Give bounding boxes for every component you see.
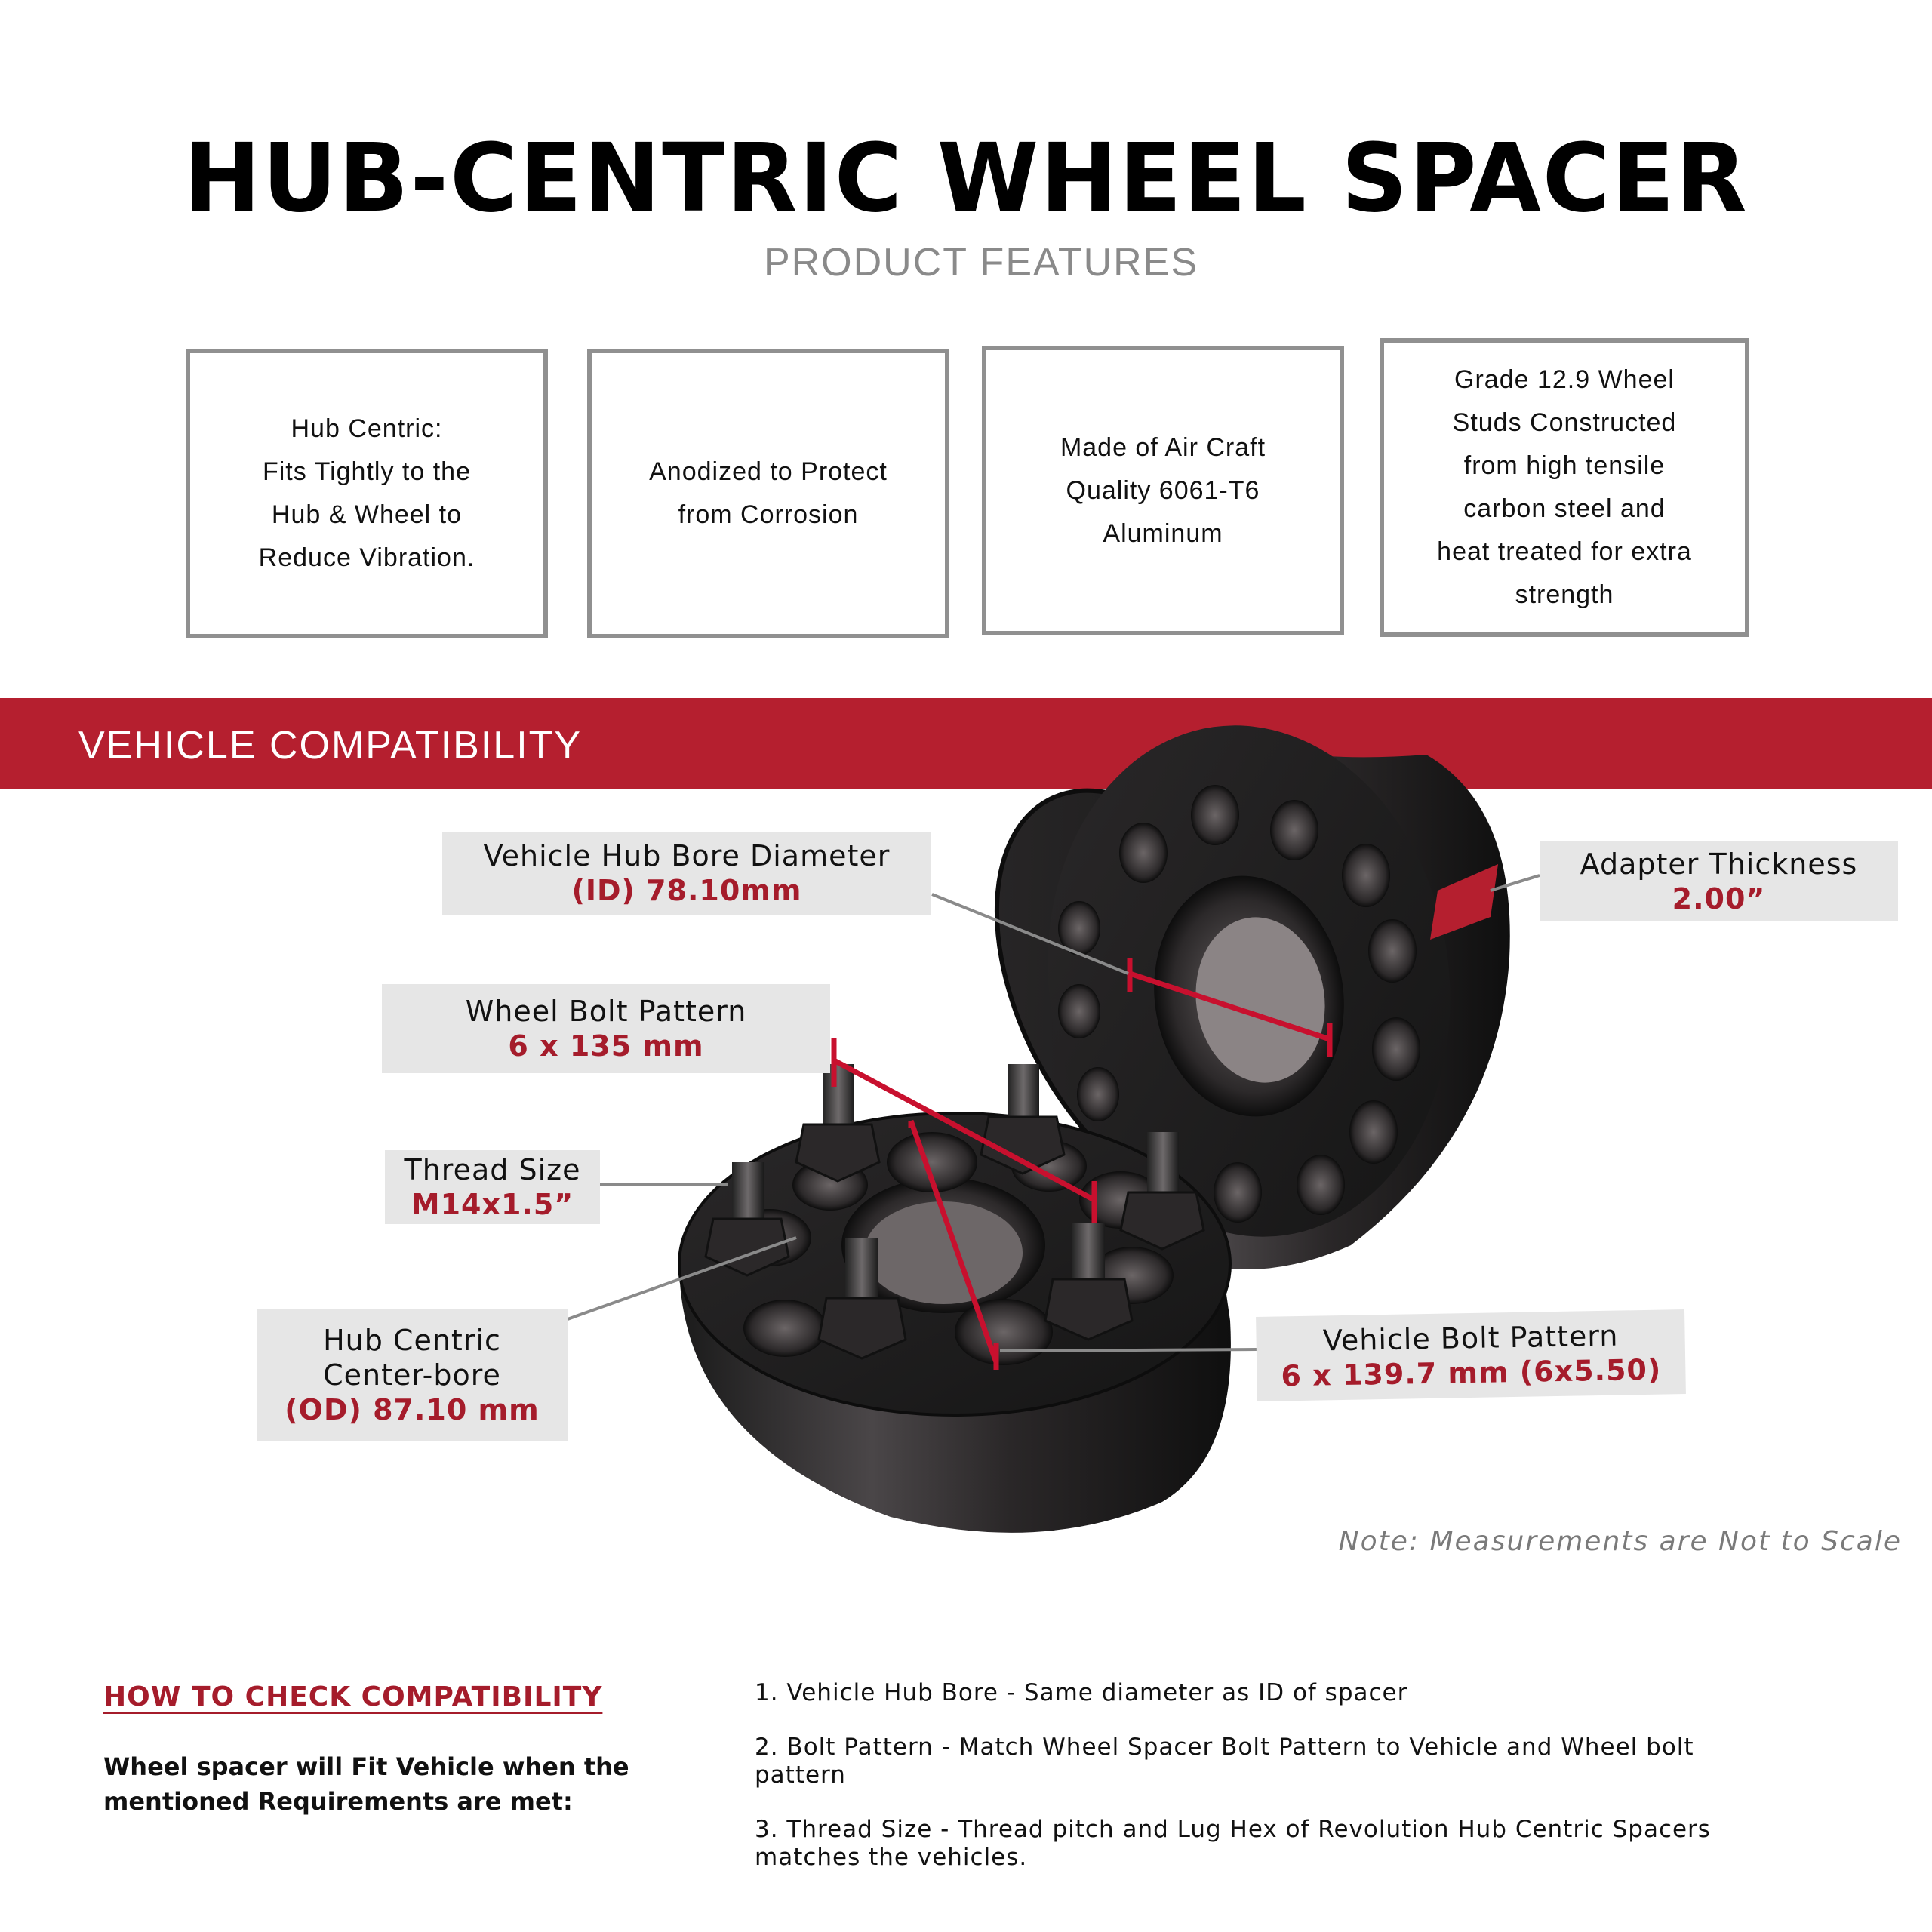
feature-text: Hub Centric: Fits Tightly to the Hub & Wheel to Reduce Vibration. [258, 414, 475, 572]
feature-text: Grade 12.9 Wheel Studs Constructed from high tensile carbon steel and heat treated for extra strength [1437, 365, 1692, 609]
callout-label: Thread Size [404, 1153, 581, 1186]
feature-text: Made of Air Craft Quality 6061-T6 Aluminum [1060, 432, 1266, 548]
step-item: 2. Bolt Pattern - Match Wheel Spacer Bolt Pattern to Vehicle and Wheel bolt pattern [755, 1734, 1694, 1789]
callout-hub-bore [442, 832, 931, 915]
callout-value: (OD) 87.10 mm [285, 1393, 540, 1426]
page-title: HUB-CENTRIC WHEEL SPACER [183, 123, 1749, 233]
callout-wheel-bolt-pattern [382, 984, 830, 1073]
howto-heading: HOW TO CHECK COMPATIBILITY [103, 1681, 603, 1712]
callout-label-2: Center-bore [323, 1358, 501, 1392]
page-subtitle: PRODUCT FEATURES [763, 241, 1199, 285]
compatibility-steps [755, 1679, 1736, 1898]
callout-adapter-thickness [1540, 841, 1898, 921]
callout-thread-size [385, 1150, 600, 1224]
step-item: 3. Thread Size - Thread pitch and Lug Hex of Revolution Hub Centric Spacers matches the vehicles. [755, 1816, 1711, 1871]
step-item: 1. Vehicle Hub Bore - Same diameter as ID of spacer [755, 1679, 1408, 1706]
callout-label: Vehicle Hub Bore Diameter [483, 839, 891, 872]
callout-label: Vehicle Bolt Pattern [1322, 1318, 1619, 1358]
callout-label: Wheel Bolt Pattern [465, 995, 747, 1028]
scale-note: Note: Measurements are Not to Scale [1338, 1526, 1902, 1557]
feature-text: Anodized to Protect from Corrosion [649, 457, 888, 529]
callout-value: (ID) 78.10mm [571, 874, 802, 907]
compatibility-heading: VEHICLE COMPATIBILITY [78, 724, 583, 768]
callout-value: 6 x 139.7 mm (6x5.50) [1281, 1352, 1662, 1393]
callout-value: M14x1.5” [411, 1188, 574, 1221]
callout-value: 6 x 135 mm [508, 1029, 704, 1063]
callout-vehicle-bolt-pattern [1256, 1309, 1686, 1401]
callout-value: 2.00” [1672, 882, 1766, 915]
fit-requirements-note: Wheel spacer will Fit Vehicle when the mentioned Requirements are met: [103, 1752, 629, 1816]
callout-label: Hub Centric [323, 1324, 501, 1357]
callout-label: Adapter Thickness [1580, 848, 1858, 881]
callout-center-bore [257, 1309, 568, 1441]
